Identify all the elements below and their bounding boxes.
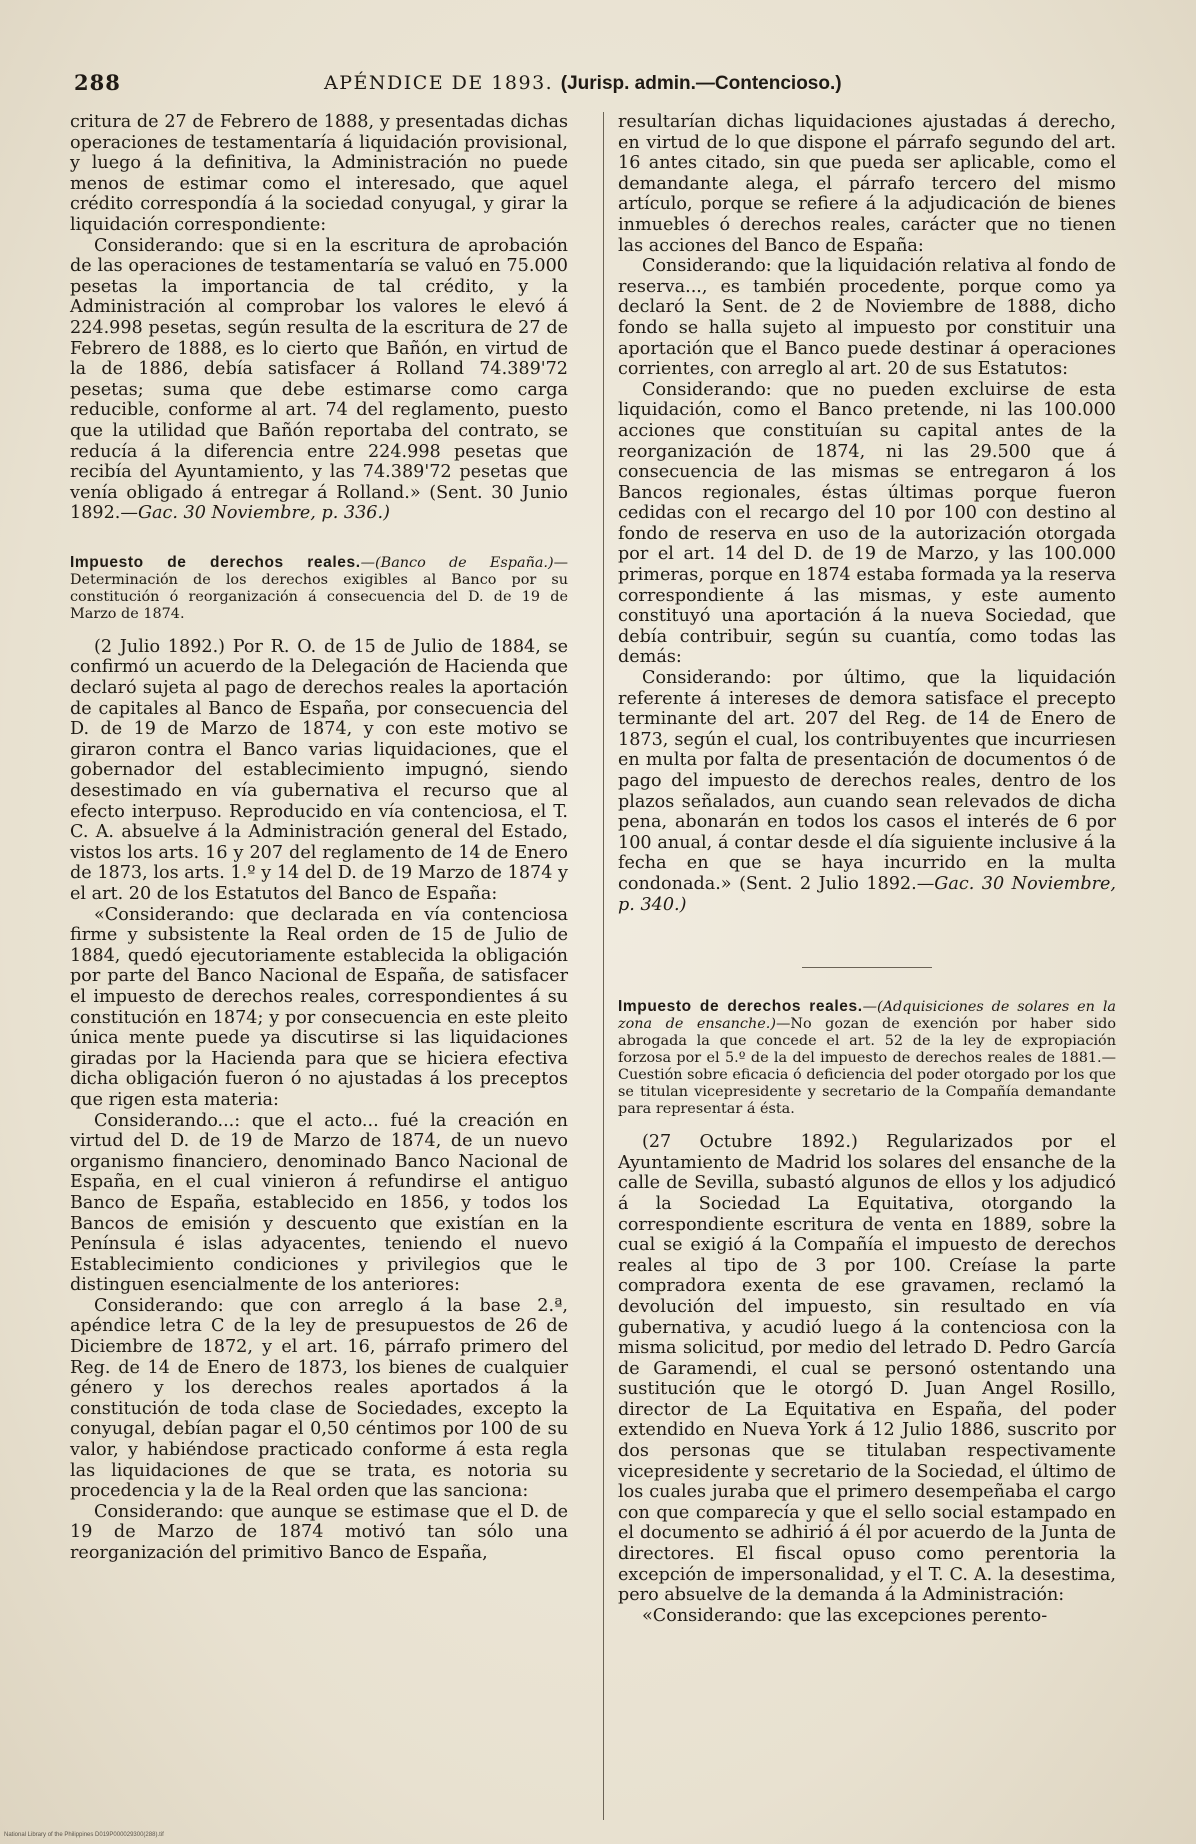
running-head-title: APÉNDICE DE 1893. [324, 72, 554, 94]
running-head [324, 72, 842, 95]
entry-subtitle: —(Banco de España.) [360, 554, 554, 571]
paragraph-text: Considerando: por último, que la liquidación referente á intereses de demora satisface el precepto terminante del art. 207 del Reg. de 14 de Enero de 1873, según el cual, los contribuyentes que incurriesen en multa por falta de presentación de documentos ó de pago del impuesto de derechos reales, dentro de los plazos señalados, aun cuando sean relevados de dicha pena, abonarán en todos los casos el interés de 6 por 100 anual, á contar desde el día siguiente inclusive á la fecha en que se haya incurrido en la multa condonada.» (Sent. 2 Julio 1892.— [618, 668, 1116, 894]
paragraph: «Considerando: que declarada en vía contenciosa firme y subsistente la Real orden de 15 de Julio de 1884, quedó ejecutoriamente establecida la obligación por parte del Banco Nacional de España, de satisfacer el impuesto de derechos reales, correspondientes á su constitución en 1874; y por consecuencia en este pleito única mente puede ya discutirse si las liquidaciones giradas por la Hacienda para que se hiciera efectiva dicha obligación fueron ó no ajustadas á los preceptos que rigen esta materia: [70, 904, 568, 1110]
paragraph: Considerando: que la liquidación relativa al fondo de reserva..., es también procedente, porque como ya declaró la Sent. de 2 de Noviembre de 1888, dicho fondo se halla sujeto al impuesto por constituir una aportación que el Banco puede destinar á operaciones corrientes, con arreglo al art. 20 de sus Estatutos: [618, 256, 1116, 380]
entry-heading [70, 554, 568, 623]
paragraph: Considerando: que aunque se estimase que el D. de 19 de Marzo de 1874 motivó tan sólo una reorganización del primitivo Banco de España, [70, 1501, 568, 1563]
citation: Gac. 30 Noviembre, p. 340.) [618, 873, 1117, 915]
paragraph-text: Considerando: que si en la escritura de aprobación de las operaciones de testamentaría se valuó en 75.000 pesetas la importancia de tal crédito, y la Administración al comprobar los valores le elevó á 224.998 pesetas, según resulta de la escritura de 27 de Febrero de 1888, es lo cierto que Bañón, en virtud de la de 1886, debía satisfacer á Rolland 74.389'72 pesetas; suma que debe estimarse como carga reducible, conforme al art. 74 del reglamento, puesto que la utilidad que Bañón reportaba del contrato, se reducía á la diferencia entre 224.998 pesetas que recibía del Ayuntamiento, y las 74.389'72 pesetas que venía obligado á entregar á Rolland.» (Sent. 30 Junio 1892.— [70, 235, 568, 524]
entry-impuesto-banco [70, 554, 568, 1564]
entry-summary: —Determinación de los derechos exigibles al Banco por su constitución ó reorganización á consecuencia del D. de 19 de Marzo de 1874. [70, 554, 569, 622]
paragraph: (27 Octubre 1892.) Regularizados por el Ayuntamiento de Madrid los solares del ensanche de la calle de Sevilla, subastó algunos de ellos y los adjudicó á la Sociedad La Equitativa, otorgando la correspondiente escritura de venta en 1889, sobre la cual se exigió á la Compañía el impuesto de derechos reales al tipo de 3 por 100. Creíase la parte compradora exenta de ese gravamen, reclamó la devolución del impuesto, sin resultado en vía gubernativa, y acudió luego á la contenciosa con la misma solicitud, por medio del letrado D. Pedro García de Garamendi, el cual se personó ostentando una sustitución que le otorgó D. Juan Angel Rosillo, director de La Equitativa en España, del poder extendido en Nueva York á 12 Julio 1886, suscrito por dos personas que se titulaban respectivamente vicepresidente y secretario de la Sociedad, el último de los cuales juraba que el primero desempeñaba el cargo con que comparecía y que el sello social estampado en el documento se adhirió á él por acuerdo de la Junta de directores. El fiscal opuso como perentoria la excepción de impersonalidad, y el T. C. A. la desestima, pero absuelve de la demanda á la Administración: [618, 1132, 1116, 1606]
running-head-jurisdiction: (Jurisp. admin.—Contencioso.) [560, 73, 842, 94]
paragraph: Considerando: que con arreglo á la base 2.ª, apéndice letra C de la ley de presupuestos de 26 de Diciembre de 1872, y el art. 16, párrafo primero del Reg. de 14 de Enero de 1873, los bienes de cualquier género y los derechos reales aportados á la constitución de toda clase de Sociedades, excepto la conyugal, debían pagar el 0,50 céntimos por 100 de su valor, y habiéndose practicado conforme á esta regla las liquidaciones de que se trata, es notoria su procedencia y la de la Real orden que las sanciona: [70, 1295, 568, 1502]
entry-title: Impuesto de derechos reales. [70, 553, 361, 571]
section-separator [802, 967, 932, 968]
entry-body [70, 637, 568, 1564]
entry-title: Impuesto de derechos reales. [618, 998, 863, 1016]
entry-subtitle: —(Adquisiciones de solares en la zona de ensanche.) [618, 999, 1116, 1033]
page-number: 288 [74, 70, 121, 95]
column-divider [603, 112, 604, 1820]
paragraph: critura de 27 de Febrero de 1888, y presentadas dichas operaciones de testamentaría á liquidación provisional, y luego á la definitiva, la Administración no puede menos de estimar como el interesado, que aquel crédito correspondía á la sociedad conyugal, y girar la liquidación correspondiente: [70, 112, 568, 235]
paragraph: Considerando: que no pueden excluirse de esta liquidación, como el Banco pretende, ni las 100.000 acciones que constituían su capital antes de la reorganización de 1874, ni las 29.500 que á consecuencia de las mismas se entregaron á los Bancos regionales, éstas últimas porque fueron cedidas con el recargo del 10 por 100 con destino al fondo de reserva en uso de la autorización otorgada por el art. 14 del D. de 19 de Marzo, y las 100.000 primeras, porque en 1874 estaba formada ya la reserva correspondiente á las mismas, y este aumento constituyó una aportación á la nueva Sociedad, que debía contribuir, según su cuantía, como todas las demás: [618, 379, 1116, 668]
paragraph [70, 236, 568, 524]
paragraph: Considerando...: que el acto... fué la creación en virtud del D. de 19 de Marzo de 1874, de un nuevo organismo financiero, denominado Banco Nacional de España, en el cual vinieron á refundirse el antiguo Banco de España, establecido en 1856, y todos los Bancos de emisión y descuento que existían en la Península é islas adyacentes, teniendo el nuevo Establecimiento condiciones y privilegios que le distinguen esencialmente de los anteriores: [70, 1110, 568, 1296]
left-column [70, 112, 568, 1564]
paragraph: resultarían dichas liquidaciones ajustadas á derecho, en virtud de lo que dispone el párrafo segundo del art. 16 antes citado, sin que pueda ser aplicable, como el demandante alega, el párrafo tercero del mismo artículo, porque se refiere á la adjudicación de bienes inmuebles ó derechos reales, carácter que no tienen las acciones del Banco de España: [618, 112, 1116, 256]
entry-heading [618, 998, 1116, 1118]
right-column [618, 112, 1116, 1626]
entry-summary: —No gozan de exención por haber sido abrogada la que concede el art. 52 de la ley de expropiación forzosa por el 5.º de la del impuesto de derechos reales de 1881.—Cuestión sobre eficacia ó deficiencia del poder otorgado por los que se titulan vicepresidente y secretario de la Compañía demandante para representar á ésta. [618, 1016, 1116, 1118]
paragraph: (2 Julio 1892.) Por R. O. de 15 de Julio de 1884, se confirmó un acuerdo de la Delegación de Hacienda que declaró sujeta al pago de derechos reales la aportación de capitales al Banco de España, por consecuencia del D. de 19 de Marzo de 1874, y con este motivo se giraron contra el Banco varias liquidaciones, que el gobernador del establecimiento impugnó, siendo desestimado en vía gubernativa el recurso que al efecto interpuso. Reproducido en vía contenciosa, el T. C. A. absuelve á la Administración general del Estado, vistos los arts. 16 y 207 del reglamento de 14 de Enero de 1873, los arts. 1.º y 14 del D. de 19 Marzo de 1874 y el art. 20 de los Estatutos del Banco de España: [70, 636, 568, 904]
paragraph: «Considerando: que las excepciones perento- [642, 1605, 1048, 1626]
entry-impuesto-solares [618, 998, 1116, 1626]
paragraph [618, 668, 1116, 915]
entry-body [618, 1132, 1116, 1626]
citation: Gac. 30 Noviembre, p. 336.) [137, 503, 390, 524]
page-header [74, 70, 1136, 104]
scan-footer: National Library of the Philippines D019P000029300(288).tif [4, 1832, 164, 1838]
